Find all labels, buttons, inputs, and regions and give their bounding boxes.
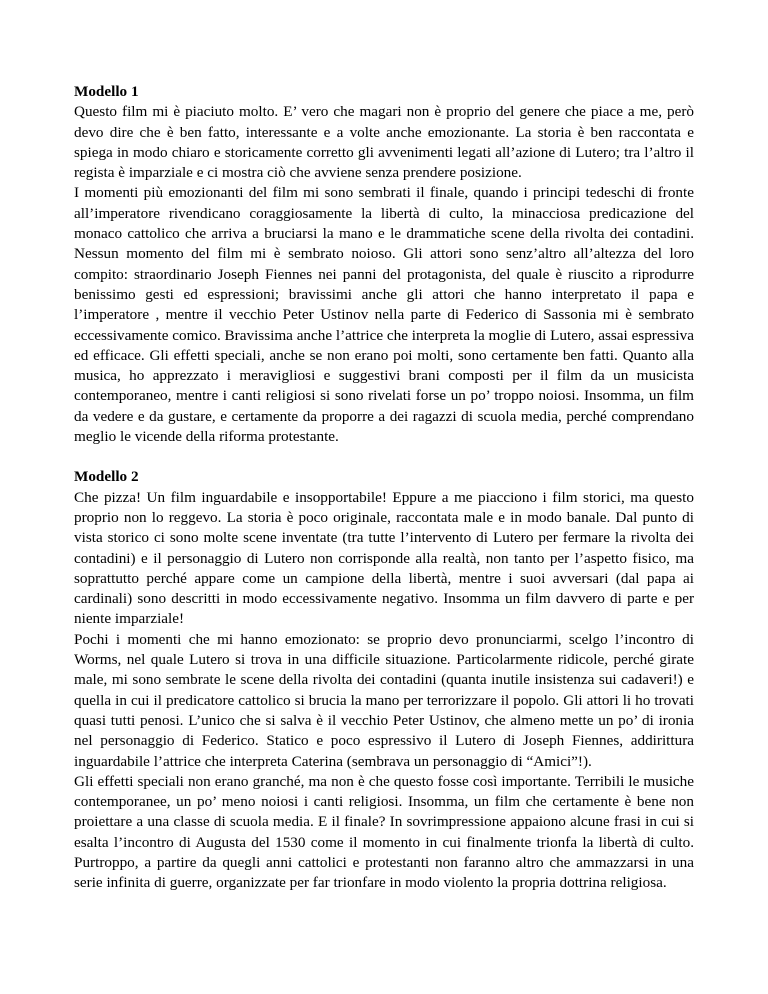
paragraph: Questo film mi è piaciuto molto. E’ vero che magari non è proprio del genere che piace a me, però devo dire che è ben fatto, interessante e a volte anche emozionante. La storia è ben raccontata e spiega in modo chiaro e storicamente corretto gli avvenimenti legati all’azione di Lutero; tra l’altro il regista è imparziale e ci mostra ciò che avviene senza prendere posizione. <box>74 103 694 182</box>
paragraph: I momenti più emozionanti del film mi sono sembrati il finale, quando i principi tedeschi di fronte all’imperatore rivendicano coraggiosamente la libertà di culto, la minacciosa predicazione del monaco cattolico che arriva a bruciarsi la mano e le drammatiche scene della rivolta dei contadini. Nessun momento del film mi è sembrato noioso. Gli attori sono senz’altro all’altezza del loro compito: straordinario Joseph Fiennes nei panni del protagonista, del quale è riuscito a riprodurre benissimo gesti ed espressioni; bravissimi anche gli attori che hanno interpretato il papa e l’imperatore , mentre il vecchio Peter Ustinov nella parte di Federico di Sassonia mi è sembrato eccessivamente comico. Bravissima anche l’attrice che interpreta la moglie di Lutero, assai espressiva ed efficace. Gli effetti speciali, anche se non erano poi molti, sono certamente ben fatti. Quanto alla musica, ho apprezzato i meravigliosi e suggestivi brani composti per il film da un musicista contemporaneo, mentre i canti religiosi si sono rivelati forse un po’ troppo noiosi. Insomma, un film da vedere e da gustare, e certamente da proporre a dei ragazzi di scuola media, perché comprendano meglio le vicende della riforma protestante. <box>74 184 694 446</box>
section-title: Modello 2 <box>74 468 139 486</box>
paragraph: Pochi i momenti che mi hanno emozionato: se proprio devo pronunciarmi, scelgo l’incontro di Worms, nel quale Lutero si trova in una difficile situazione. Particolarmente ridicole, perché girate male, mi sono sembrate le scene della rivolta dei contadini (quanta inutile insistenza sui cadaveri!) e quella in cui il predicatore cattolico si brucia la mano per terrorizzare il popolo. Gli attori li ho trovati quasi tutti penosi. L’unico che si salva è il vecchio Peter Ustinov, che almeno mette un po’ di ironia nel personaggio di Federico. Statico e poco espressivo il Lutero di Joseph Fiennes, addirittura inguardabile l’attrice che interpreta Caterina (sembrava un personaggio di “Amici”!). <box>74 630 694 770</box>
section-modello-1 <box>74 82 694 447</box>
paragraph: Gli effetti speciali non erano granché, ma non è che questo fosse così importante. Terribili le musiche contemporanee, un po’ meno noiosi i canti religiosi. Insomma, un film che certamente è bene non proiettare a una classe di scuola media. E il finale? In sovrimpressione appaiono alcune frasi in cui si esalta l’incontro di Augusta del 1530 come il momento in cui finalmente trionfa la libertà di culto. Purtroppo, a partire da quegli anni cattolici e protestanti non faranno altro che ammazzarsi in una serie infinita di guerre, organizzate per far trionfare in modo violento la propria dottrina religiosa. <box>74 772 694 892</box>
section-title: Modello 1 <box>74 83 139 100</box>
section-modello-2 <box>74 467 694 893</box>
paragraph: Che pizza! Un film inguardabile e insopportabile! Eppure a me piacciono i film storici, ma questo proprio non lo reggevo. La storia è poco originale, raccontata male e in modo banale. Dal punto di vista storico ci sono molte scene inventate (tra tutte l’intervento di Lutero per fermare la rivolta dei contadini) e il personaggio di Lutero non corrisponde alla realtà, non tanto per l’aspetto fisico, ma soprattutto perché appare come un campione della libertà, mentre i suoi avversari (dal papa ai cardinali) sono descritti in modo eccessivamente negativo. Insomma un film davvero di parte e per niente imparziale! <box>74 488 694 628</box>
document-page <box>74 82 694 914</box>
